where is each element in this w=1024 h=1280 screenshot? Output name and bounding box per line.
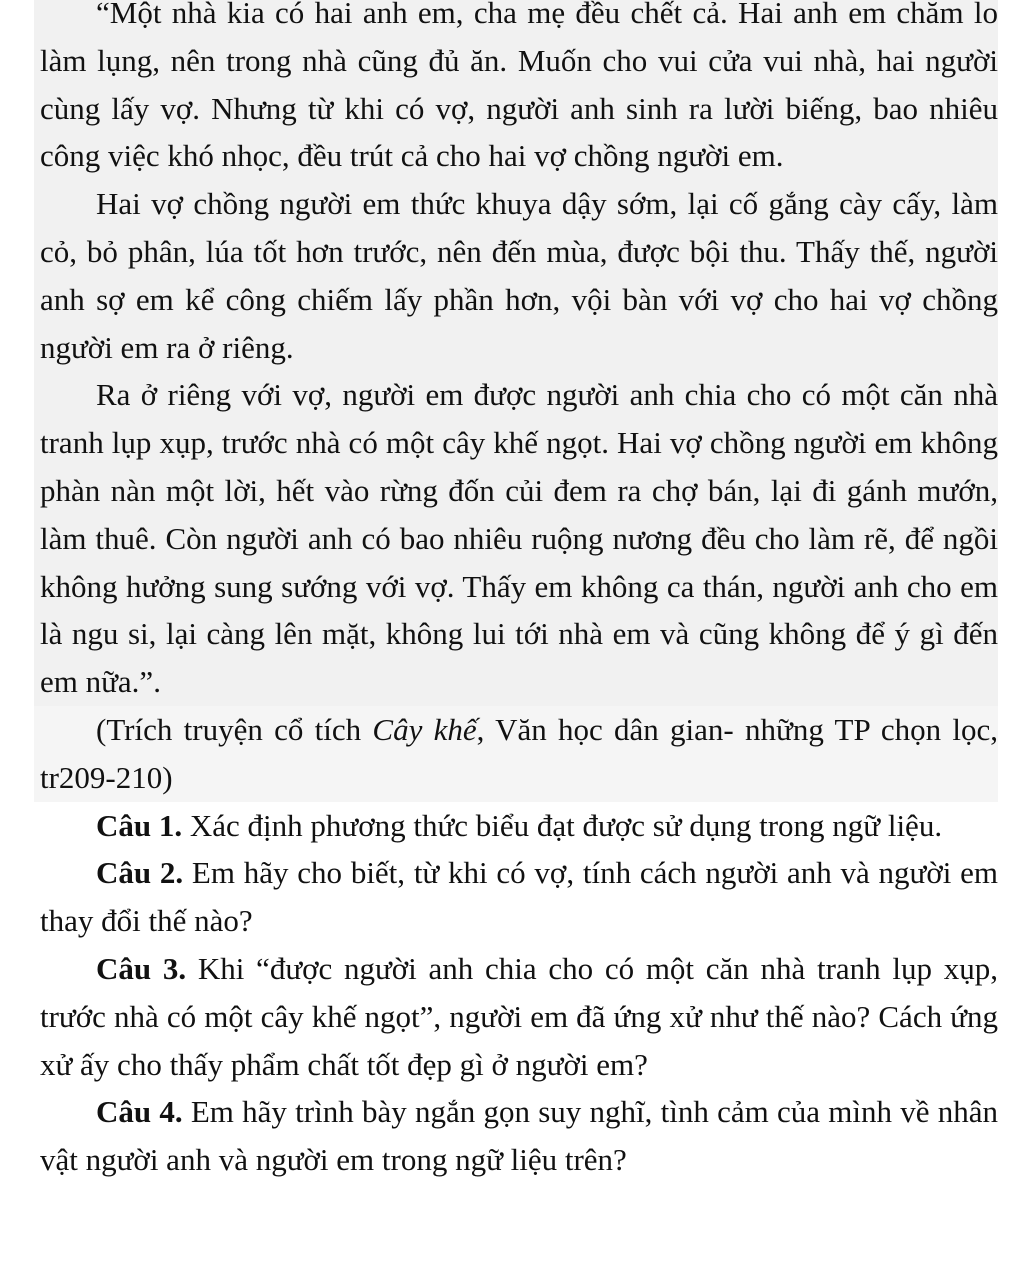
question-3-label: Câu 3.	[96, 950, 187, 986]
question-2	[40, 849, 998, 945]
story-paragraph-2: Hai vợ chồng người em thức khuya dậy sớm, lại cố gắng cày cấy, làm cỏ, bỏ phân, lúa tốt hơn trước, nên đến mùa, được bội thu. Thấy thế, người anh sợ em kể công chiếm lấy phần hơn, vội bàn với vợ cho hai vợ chồng người em ra ở riêng.	[34, 180, 998, 371]
question-4-text: Em hãy trình bày ngắn gọn suy nghĩ, tình cảm của mình về nhân vật người anh và người em trong ngữ liệu trên?	[40, 1094, 998, 1178]
question-2-text: Em hãy cho biết, từ khi có vợ, tính cách người anh và người em thay đổi thế nào?	[40, 855, 998, 939]
source-citation	[34, 706, 998, 802]
question-3-text: Khi “được người anh chia cho có một căn nhà tranh lụp xụp, trước nhà có một cây khế ngọt”, người em đã ứng xử như thế nào? Cách ứng xử ấy cho thấy phẩm chất tốt đẹp gì ở người em?	[40, 950, 998, 1082]
source-title: Cây khế	[372, 711, 477, 747]
story-paragraph-3: Ra ở riêng với vợ, người em được người anh chia cho có một căn nhà tranh lụp xụp, trước nhà có một cây khế ngọt. Hai vợ chồng người em không phàn nàn một lời, hết vào rừng đốn củi đem ra chợ bán, lại đi gánh mướn, làm thuê. Còn người anh có bao nhiêu ruộng nương đều cho làm rẽ, để ngồi không hưởng sung sướng với vợ. Thấy em không ca thán, người anh cho em là ngu si, lại càng lên mặt, không lui tới nhà em và cũng không để ý gì đến em nữa.”.	[34, 371, 998, 706]
question-1-text: Xác định phương thức biểu đạt được sử dụng trong ngữ liệu.	[182, 807, 943, 843]
question-4-label: Câu 4.	[96, 1094, 183, 1130]
question-3	[40, 945, 998, 1088]
story-paragraph-1: “Một nhà kia có hai anh em, cha mẹ đều chết cả. Hai anh em chăm lo làm lụng, nên trong nhà cũng đủ ăn. Muốn cho vui cửa vui nhà, hai người cùng lấy vợ. Nhưng từ khi có vợ, người anh sinh ra lười biếng, bao nhiêu công việc khó nhọc, đều trút cả cho hai vợ chồng người em.	[34, 0, 998, 180]
source-prefix: (Trích truyện cổ tích	[96, 711, 373, 747]
source-suffix: , Văn học dân gian- những TP chọn lọc, tr209-210)	[40, 711, 998, 795]
document-text	[40, 0, 998, 1184]
question-2-label: Câu 2.	[96, 855, 184, 891]
question-1	[40, 802, 998, 850]
question-4	[40, 1088, 998, 1184]
question-1-label: Câu 1.	[96, 807, 183, 843]
